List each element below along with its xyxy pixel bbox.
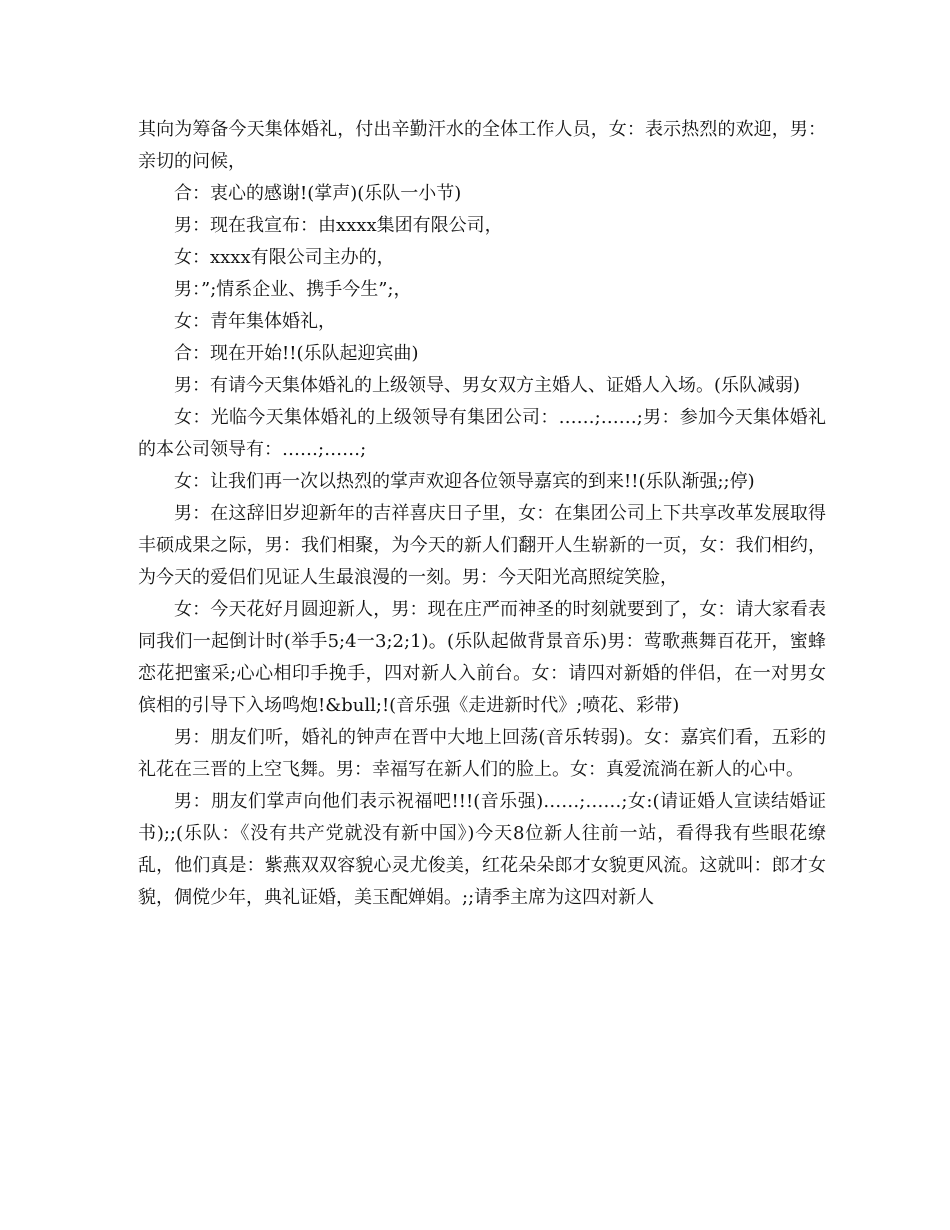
paragraph: 合：现在开始!!(乐队起迎宾曲) [174,343,419,364]
paragraph: 男：现在我宣布：由xxxx集团有限公司， [174,215,503,236]
paragraph: 男：”;情系企业、携手今生”;， [174,279,412,300]
paragraph: 女：今天花好月圆迎新人，男：现在庄严而神圣的时刻就要到了，女：请大家看表同我们一起倒计时(举手5;4一3;2;1)。(乐队起做背景音乐)男：莺歌燕舞百花开，蜜蜂恋花把蜜采;心心相印手挽手，四对新人入前台。女：请四对新婚的伴侣，在一对男女傧相的引导下入场鸣炮!&bull;!(音乐强《走进新时代》;喷花、彩带) [138,599,826,716]
paragraph: 女：青年集体婚礼， [174,311,336,332]
paragraph: 合：衷心的感谢!(掌声)(乐队一小节) [174,183,462,204]
document-body [138,114,826,914]
paragraph: 男：有请今天集体婚礼的上级领导、男女双方主婚人、证婚人入场。(乐队减弱) [174,375,801,396]
paragraph: 男：在这辞旧岁迎新年的吉祥喜庆日子里，女：在集团公司上下共享改革发展取得丰硕成果之际，男：我们相聚，为今天的新人们翻开人生崭新的一页，女：我们相约，为今天的爱侣们见证人生最浪漫的一刻。男：今天阳光高照绽笑脸， [138,503,826,588]
paragraph: 女：光临今天集体婚礼的上级领导有集团公司：……;……;男：参加今天集体婚礼的本公司领导有：……;……; [138,407,826,460]
paragraph: 女：让我们再一次以热烈的掌声欢迎各位领导嘉宾的到来!!(乐队渐强;;停) [174,471,755,492]
paragraph: 男：朋友们掌声向他们表示祝福吧!!!(音乐强)……;……;女:(请证婚人宣读结婚证书);;(乐队：《没有共产党就没有新中国》)今天8位新人往前一站，看得我有些眼花缭乱，他们真是：紫燕双双容貌心灵尤俊美，红花朵朵郎才女貌更风流。这就叫：郎才女貌，倜傥少年，典礼证婚，美玉配婵娟。;;请季主席为这四对新人 [138,791,826,908]
paragraph: 男：朋友们听，婚礼的钟声在晋中大地上回荡(音乐转弱)。女：嘉宾们看，五彩的礼花在三晋的上空飞舞。男：幸福写在新人们的脸上。女：真爱流淌在新人的心中。 [138,727,826,780]
paragraph: 其向为筹备今天集体婚礼，付出辛勤汗水的全体工作人员，女：表示热烈的欢迎，男：亲切的问候， [138,119,826,172]
paragraph: 女：xxxx有限公司主办的， [174,247,395,268]
